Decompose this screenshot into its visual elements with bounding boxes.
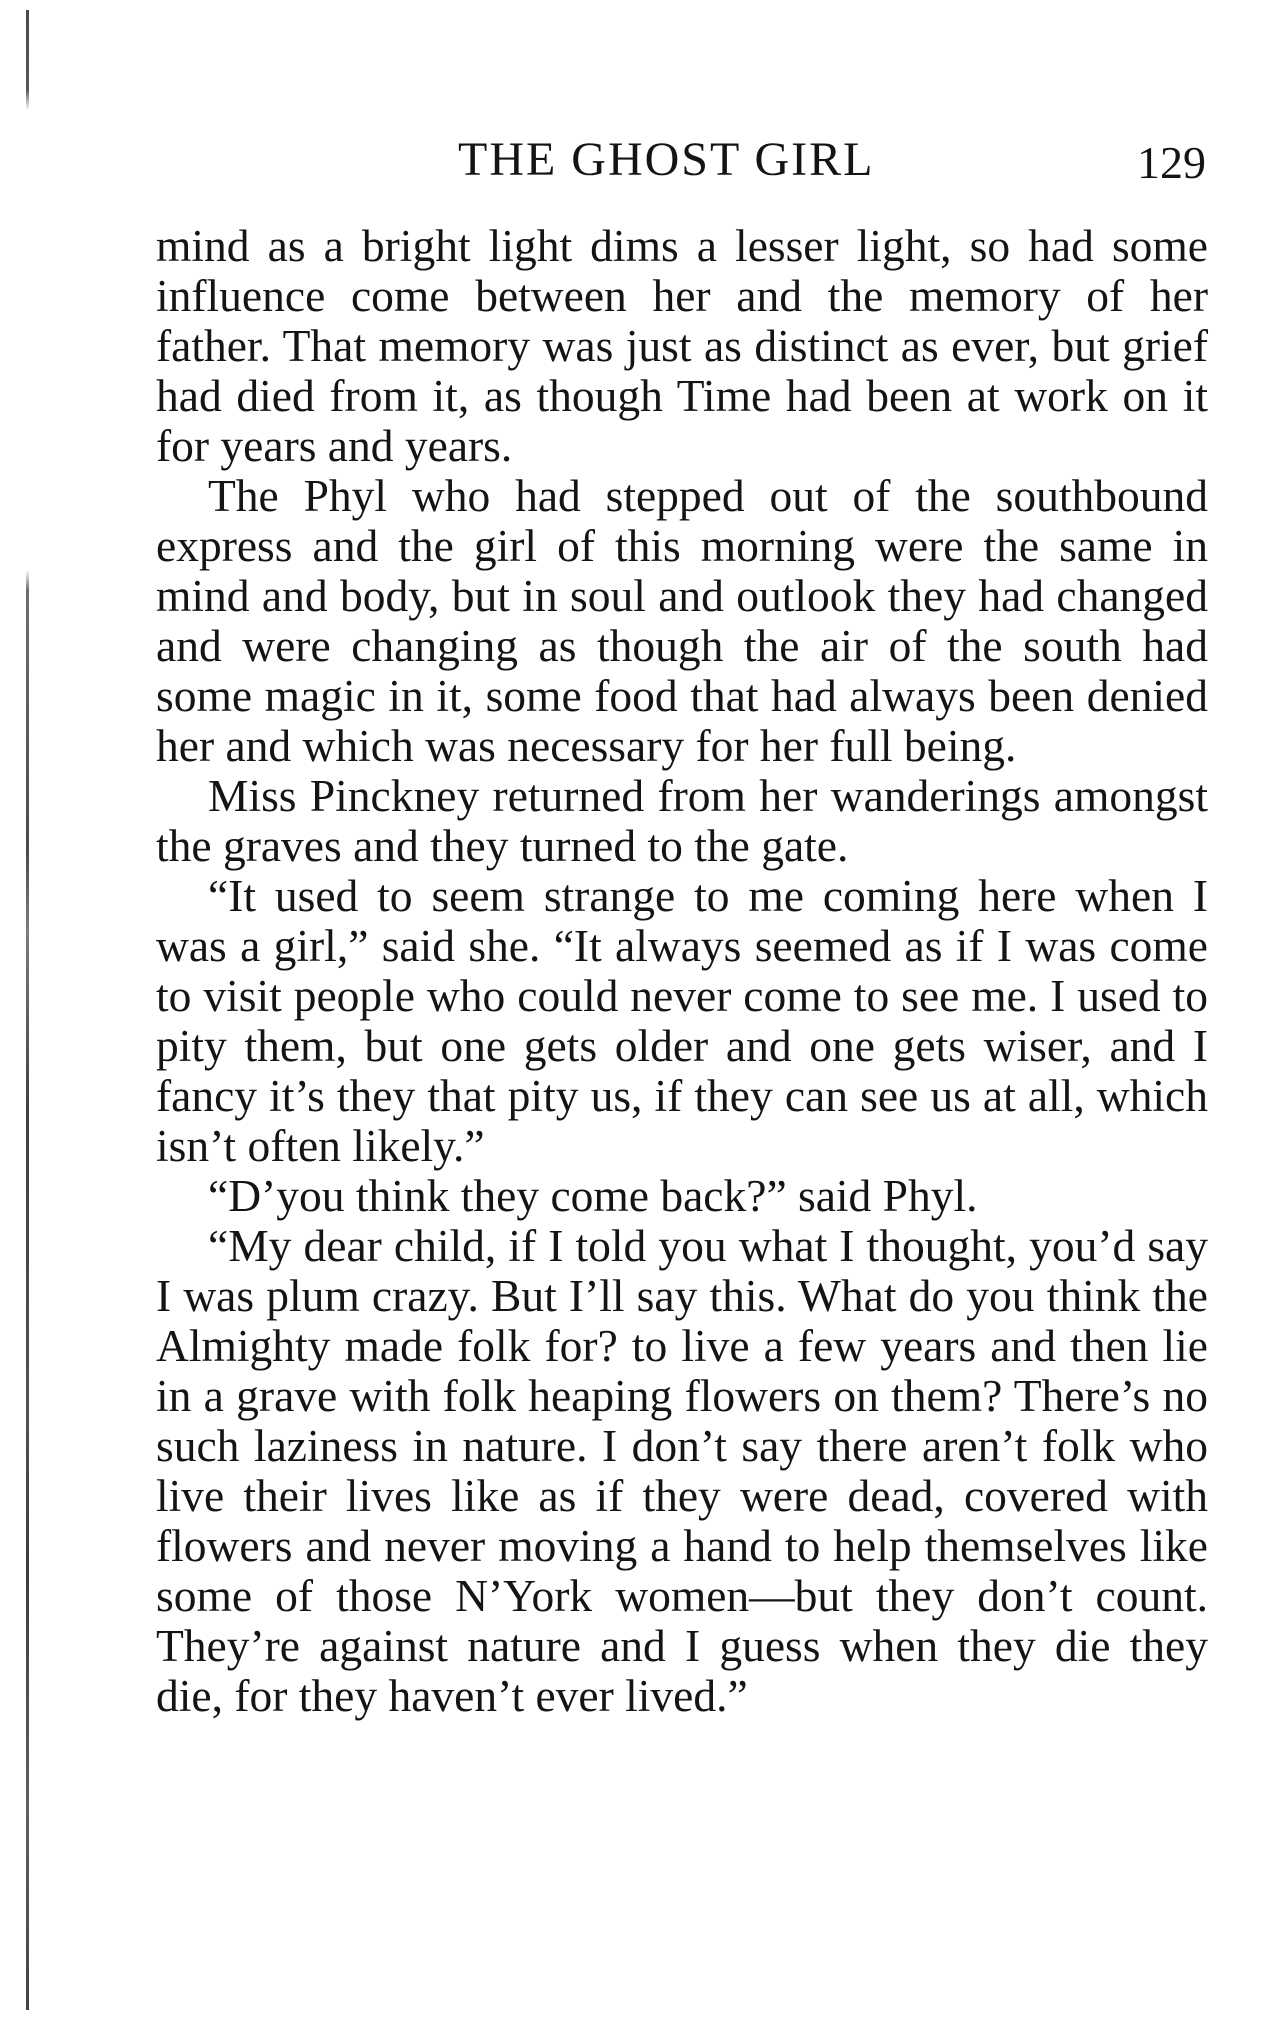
page-number: 129 [1137, 137, 1206, 188]
paragraph: “It used to seem strange to me coming here when I was a girl,” said she. “It always seemed as if I was come to visit people who could never come to see me. I used to pity them, but one gets older and one gets wiser, and I fancy it’s they that pity us, if they can see us at all, which isn’t often likely.” [156, 870, 1208, 1171]
paragraph: mind as a bright light dims a lesser light, so had some influence come between her and the memory of her father. That memory was just as distinct as ever, but grief had died from it, as though Time had been at work on it for years and years. [156, 220, 1208, 471]
running-head: THE GHOST GIRL [458, 133, 875, 186]
paragraph: The Phyl who had stepped out of the southbound express and the girl of this morning were the same in mind and body, but in soul and outlook they had changed and were changing as though the air of the south had some magic in it, some food that had always been denied her and which was necessary for her full being. [156, 470, 1208, 771]
paragraph: “D’you think they come back?” said Phyl. [208, 1170, 978, 1221]
paragraph: “My dear child, if I told you what I thought, you’d say I was plum crazy. But I’ll say this. What do you think the Almighty made folk for? to live a few years and then lie in a grave with folk heaping flowers on them? There’s no such laziness in nature. I don’t say there aren’t folk who live their lives like as if they were dead, covered with flowers and never moving a hand to help themselves like some of those N’York women—but they don’t count. They’re against nature and I guess when they die they die, for they haven’t ever lived.” [156, 1220, 1208, 1721]
page-binding-edge [26, 10, 29, 2010]
body-text [156, 221, 1208, 1721]
page-header [156, 132, 1206, 192]
paragraph: Miss Pinckney returned from her wanderings amongst the graves and they turned to the gate. [156, 770, 1208, 871]
